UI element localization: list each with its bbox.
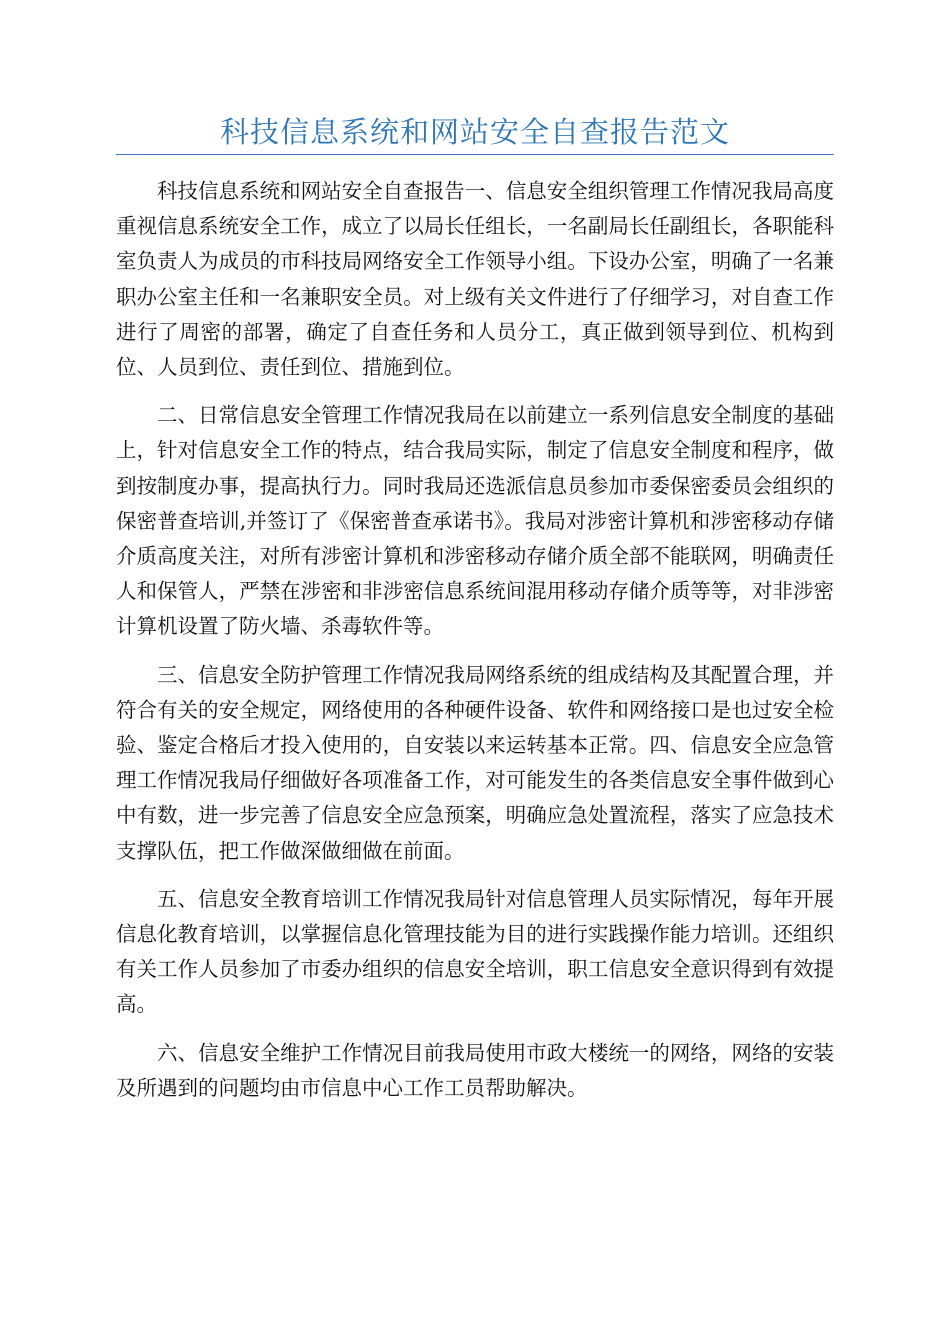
paragraph-2: 二、日常信息安全管理工作情况我局在以前建立一系列信息安全制度的基础上，针对信息安全工作的特点，结合我局实际，制定了信息安全制度和程序，做到按制度办事，提高执行力。同时我局还选派信息员参加市委保密委员会组织的保密普查培训,并签订了《保密普查承诺书》。我局对涉密计算机和涉密移动存储介质高度关注，对所有涉密计算机和涉密移动存储介质全部不能联网，明确责任人和保管人，严禁在涉密和非涉密信息系统间混用移动存储介质等等，对非涉密计算机设置了防火墙、杀毒软件等。 (116, 403, 834, 639)
paragraph-5: 六、信息安全维护工作情况目前我局使用市政大楼统一的网络，网络的安装及所遇到的问题均由市信息中心工作工员帮助解决。 (116, 1040, 834, 1100)
document-title: 科技信息系统和网站安全自查报告范文 (219, 115, 730, 149)
document-body (116, 174, 834, 1119)
paragraph-4: 五、信息安全教育培训工作情况我局针对信息管理人员实际情况，每年开展信息化教育培训，以掌握信息化管理技能为目的进行实践操作能力培训。还组织有关工作人员参加了市委办组织的信息安全培训，职工信息安全意识得到有效提高。 (116, 886, 834, 1017)
paragraph-1: 科技信息系统和网站安全自查报告一、信息安全组织管理工作情况我局高度重视信息系统安全工作，成立了以局长任组长，一名副局长任副组长，各职能科室负责人为成员的市科技局网络安全工作领导小组。下设办公室，明确了一名兼职办公室主任和一名兼职安全员。对上级有关文件进行了仔细学习，对自查工作进行了周密的部署，确定了自查任务和人员分工，真正做到领导到位、机构到位、人员到位、责任到位、措施到位。 (116, 179, 834, 380)
paragraph-3: 三、信息安全防护管理工作情况我局网络系统的组成结构及其配置合理，并符合有关的安全规定，网络使用的各种硬件设备、软件和网络接口是也过安全检验、鉴定合格后才投入使用的，自安装以来运转基本正常。四、信息安全应急管理工作情况我局仔细做好各项准备工作，对可能发生的各类信息安全事件做到心中有数，进一步完善了信息安全应急预案，明确应急处置流程，落实了应急技术支撑队伍，把工作做深做细做在前面。 (116, 662, 834, 863)
title-underline (116, 154, 834, 155)
